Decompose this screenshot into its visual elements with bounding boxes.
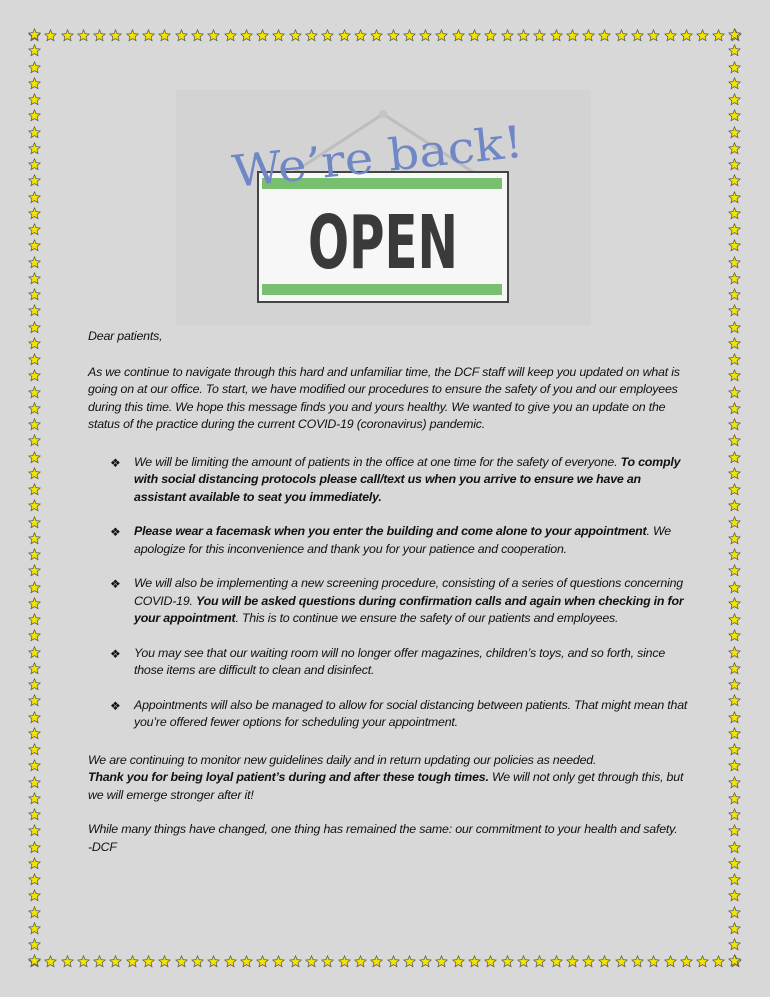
star-icon	[728, 451, 741, 464]
star-icon	[387, 955, 400, 968]
star-icon	[728, 954, 741, 967]
star-icon	[728, 44, 741, 57]
star-icon	[728, 467, 741, 480]
star-icon	[631, 955, 644, 968]
star-icon	[28, 662, 41, 675]
star-icon	[28, 467, 41, 480]
star-icon	[728, 499, 741, 512]
bullet-text: We will also be implementing a new screening procedure, consisting of a series of questions concerning COVID-19.	[134, 576, 683, 608]
star-icon	[712, 29, 725, 42]
star-icon	[289, 955, 302, 968]
diamond-bullet-icon: ❖	[110, 525, 121, 539]
monitor-line: We are continuing to monitor new guidelines daily and in return updating our policies as needed.	[88, 752, 597, 767]
star-icon	[321, 955, 334, 968]
star-icon	[28, 776, 41, 789]
star-icon	[533, 955, 546, 968]
letter-body	[88, 328, 688, 856]
star-icon	[28, 223, 41, 236]
star-icon	[28, 873, 41, 886]
star-icon	[28, 207, 41, 220]
star-icon	[28, 191, 41, 204]
bullet-text: You may see that our waiting room will no longer offer magazines, children’s toys, and so forth, since those items are difficult to clean and disinfect.	[134, 645, 666, 677]
star-icon	[728, 272, 741, 285]
bullet-item	[88, 645, 688, 680]
star-icon	[728, 158, 741, 171]
star-icon	[28, 272, 41, 285]
star-icon	[28, 499, 41, 512]
star-icon	[728, 922, 741, 935]
star-icon	[28, 629, 41, 642]
star-icon	[77, 955, 90, 968]
star-icon	[728, 808, 741, 821]
star-icon	[728, 109, 741, 122]
star-icon	[28, 548, 41, 561]
star-icon	[61, 29, 74, 42]
star-icon	[517, 955, 530, 968]
star-icon	[419, 955, 432, 968]
star-icon	[728, 581, 741, 594]
star-icon	[338, 29, 351, 42]
star-icon	[403, 955, 416, 968]
star-icon	[728, 223, 741, 236]
star-icon	[728, 906, 741, 919]
bullet-text: We will be limiting the amount of patients in the office at one time for the safety of everyone.	[134, 454, 621, 469]
star-icon	[582, 955, 595, 968]
star-icon	[501, 955, 514, 968]
diamond-bullet-icon: ❖	[110, 455, 121, 470]
star-icon	[28, 44, 41, 57]
star-icon	[289, 29, 302, 42]
bullet-text: . We apologize for this inconvenience and thank you for your patience and cooperation.	[134, 524, 671, 556]
star-icon	[28, 694, 41, 707]
star-icon	[158, 955, 171, 968]
star-icon	[28, 386, 41, 399]
star-icon	[207, 29, 220, 42]
star-icon	[240, 955, 253, 968]
star-icon	[28, 239, 41, 252]
star-icon	[728, 873, 741, 886]
star-icon	[452, 955, 465, 968]
star-icon	[387, 29, 400, 42]
star-icon	[728, 889, 741, 902]
bullet-item	[88, 454, 688, 507]
star-icon	[191, 29, 204, 42]
diamond-bullet-icon: ❖	[110, 698, 121, 713]
signature: -DCF	[88, 839, 117, 854]
bullet-item	[88, 575, 688, 628]
star-icon	[28, 711, 41, 724]
star-icon	[28, 256, 41, 269]
star-icon	[28, 808, 41, 821]
star-icon	[728, 61, 741, 74]
star-icon	[28, 142, 41, 155]
star-icon	[615, 29, 628, 42]
star-icon	[728, 126, 741, 139]
star-icon	[728, 792, 741, 805]
star-icon	[631, 29, 644, 42]
star-icon	[28, 841, 41, 854]
star-icon	[28, 158, 41, 171]
star-icon	[533, 29, 546, 42]
star-icon	[28, 743, 41, 756]
star-icon	[272, 955, 285, 968]
hero-open-sign-image	[176, 90, 591, 325]
star-icon	[175, 29, 188, 42]
star-icon	[28, 288, 41, 301]
star-icon	[28, 93, 41, 106]
star-icon	[28, 304, 41, 317]
bullet-list	[88, 454, 688, 732]
star-icon	[728, 727, 741, 740]
star-icon	[338, 955, 351, 968]
star-icon	[207, 955, 220, 968]
star-icon	[680, 955, 693, 968]
star-icon	[728, 191, 741, 204]
star-icon	[28, 109, 41, 122]
bullet-bold-text: To comply with social distancing protocols please call/text us when you arrive to ensure we have an assistant available to seat you immediately.	[134, 454, 681, 504]
star-icon	[28, 353, 41, 366]
star-icon	[28, 922, 41, 935]
star-icon	[28, 28, 41, 41]
star-icon	[28, 337, 41, 350]
star-icon	[484, 29, 497, 42]
star-icon	[728, 613, 741, 626]
commitment-paragraph: While many things have changed, one thing has remained the same: our commitment to your health and safety.	[88, 822, 678, 836]
star-icon	[728, 304, 741, 317]
star-icon	[647, 29, 660, 42]
open-sign-text: OPEN	[308, 200, 458, 286]
star-icon	[305, 29, 318, 42]
star-icon	[728, 824, 741, 837]
intro-paragraph: As we continue to navigate through this hard and unfamiliar time, the DCF staff will keep you updated on what is going on at our office. To start, we have modified our procedures to ensure the safety of you and our employees during this time. We hope this message finds you and yours healthy. We wanted to give you an update on the status of the practice during the current COVID-19 (coronavirus) pandemic.	[88, 364, 680, 431]
star-icon	[28, 174, 41, 187]
star-icon	[61, 955, 74, 968]
bullet-bold-text: Please wear a facemask when you enter the building and come alone to your appointment	[134, 524, 647, 538]
star-icon	[256, 29, 269, 42]
star-icon	[126, 29, 139, 42]
thanks-paragraph	[88, 769, 688, 804]
star-icon	[566, 955, 579, 968]
star-icon	[435, 29, 448, 42]
star-icon	[93, 955, 106, 968]
star-icon	[354, 955, 367, 968]
star-icon	[728, 516, 741, 529]
greeting: Dear patients,	[88, 329, 163, 343]
star-icon	[93, 29, 106, 42]
star-icon	[28, 792, 41, 805]
star-icon	[696, 955, 709, 968]
star-icon	[28, 727, 41, 740]
star-border-left	[28, 28, 44, 968]
star-icon	[598, 29, 611, 42]
star-icon	[728, 93, 741, 106]
bullet-text: . This is to continue we ensure the safety of our patients and employees.	[235, 611, 619, 625]
star-icon	[728, 564, 741, 577]
star-icon	[728, 743, 741, 756]
bullet-item	[88, 523, 688, 558]
star-icon	[615, 955, 628, 968]
star-icon	[44, 29, 57, 42]
star-icon	[240, 29, 253, 42]
star-icon	[28, 906, 41, 919]
star-icon	[109, 29, 122, 42]
star-icon	[728, 841, 741, 854]
star-icon	[28, 613, 41, 626]
star-icon	[28, 418, 41, 431]
star-icon	[550, 29, 563, 42]
star-icon	[566, 29, 579, 42]
star-icon	[370, 29, 383, 42]
bullet-text: Appointments will also be managed to allow for social distancing between patients. That might mean that you’re offered fewer options for scheduling your appointment.	[134, 697, 688, 729]
star-icon	[28, 434, 41, 447]
bullet-item	[88, 697, 688, 732]
star-icon	[28, 824, 41, 837]
star-icon	[728, 386, 741, 399]
star-icon	[28, 402, 41, 415]
star-icon	[728, 759, 741, 772]
star-icon	[696, 29, 709, 42]
star-icon	[142, 955, 155, 968]
star-icon	[728, 483, 741, 496]
star-icon	[664, 955, 677, 968]
star-icon	[419, 29, 432, 42]
star-icon	[728, 77, 741, 90]
star-icon	[28, 678, 41, 691]
star-icon	[158, 29, 171, 42]
star-icon	[582, 29, 595, 42]
star-icon	[728, 353, 741, 366]
star-icon	[175, 955, 188, 968]
star-icon	[28, 451, 41, 464]
star-border-top	[28, 29, 742, 45]
star-icon	[28, 857, 41, 870]
star-icon	[28, 483, 41, 496]
star-icon	[28, 564, 41, 577]
star-icon	[728, 174, 741, 187]
star-icon	[28, 954, 41, 967]
star-icon	[728, 646, 741, 659]
star-icon	[728, 256, 741, 269]
star-icon	[728, 938, 741, 951]
star-icon	[305, 955, 318, 968]
closing-section	[88, 752, 688, 857]
star-icon	[256, 955, 269, 968]
star-icon	[728, 369, 741, 382]
star-icon	[272, 29, 285, 42]
star-icon	[109, 955, 122, 968]
star-icon	[598, 955, 611, 968]
star-icon	[728, 402, 741, 415]
star-icon	[728, 337, 741, 350]
star-icon	[468, 29, 481, 42]
diamond-bullet-icon: ❖	[110, 646, 121, 661]
star-icon	[28, 516, 41, 529]
star-icon	[728, 532, 741, 545]
star-icon	[728, 418, 741, 431]
star-icon	[224, 955, 237, 968]
were-back-headline: We’re back!	[229, 119, 500, 198]
star-icon	[728, 288, 741, 301]
star-icon	[728, 857, 741, 870]
star-icon	[728, 321, 741, 334]
star-icon	[728, 694, 741, 707]
star-icon	[728, 662, 741, 675]
star-icon	[728, 711, 741, 724]
star-icon	[354, 29, 367, 42]
star-icon	[77, 29, 90, 42]
star-icon	[728, 548, 741, 561]
star-icon	[452, 29, 465, 42]
star-icon	[28, 369, 41, 382]
bullet-bold-text: You will be asked questions during confirmation calls and again when checking in for your appointment	[134, 593, 684, 625]
star-icon	[728, 629, 741, 642]
star-icon	[28, 889, 41, 902]
star-icon	[728, 434, 741, 447]
star-icon	[191, 955, 204, 968]
star-icon	[126, 955, 139, 968]
star-icon	[728, 28, 741, 41]
star-icon	[728, 678, 741, 691]
star-icon	[484, 955, 497, 968]
thanks-rest: We will not only get through this, but we will emerge stronger after it!	[88, 770, 684, 802]
star-icon	[28, 77, 41, 90]
star-icon	[501, 29, 514, 42]
star-icon	[664, 29, 677, 42]
star-icon	[28, 581, 41, 594]
star-icon	[28, 597, 41, 610]
star-icon	[28, 646, 41, 659]
star-icon	[403, 29, 416, 42]
star-icon	[647, 955, 660, 968]
star-border-bottom	[28, 955, 742, 971]
star-icon	[28, 321, 41, 334]
star-icon	[28, 938, 41, 951]
star-icon	[435, 955, 448, 968]
star-icon	[44, 955, 57, 968]
star-icon	[28, 126, 41, 139]
star-icon	[28, 759, 41, 772]
star-icon	[728, 207, 741, 220]
star-icon	[28, 532, 41, 545]
star-icon	[680, 29, 693, 42]
star-icon	[728, 239, 741, 252]
star-icon	[728, 142, 741, 155]
star-icon	[28, 61, 41, 74]
diamond-bullet-icon: ❖	[110, 577, 121, 591]
star-border-right	[728, 28, 744, 968]
star-icon	[728, 776, 741, 789]
star-icon	[370, 955, 383, 968]
open-sign-illustration	[176, 90, 591, 325]
star-icon	[550, 955, 563, 968]
star-icon	[712, 955, 725, 968]
star-icon	[224, 29, 237, 42]
star-icon	[142, 29, 155, 42]
thanks-bold: Thank you for being loyal patient’s during and after these tough times.	[88, 770, 489, 784]
star-icon	[517, 29, 530, 42]
star-icon	[468, 955, 481, 968]
star-icon	[728, 597, 741, 610]
star-icon	[321, 29, 334, 42]
